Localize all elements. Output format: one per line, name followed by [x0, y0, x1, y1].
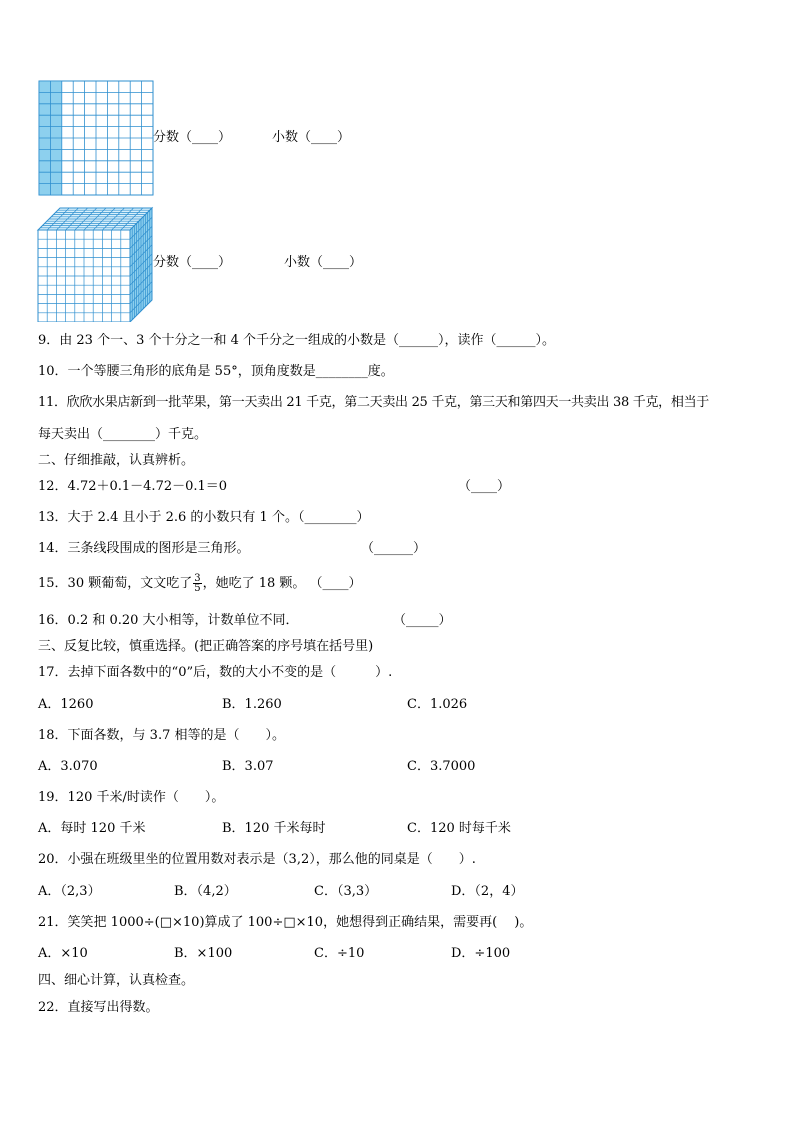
q21-option-c: C．÷10	[314, 946, 365, 961]
question-15-text: 15．30 颗葡萄，文文吃了	[38, 576, 193, 591]
fraction-three-fifths	[193, 574, 201, 593]
question-12: 12．4.72＋0.1－4.72－0.1＝0	[38, 479, 228, 494]
question-14-blank: （______）	[361, 541, 427, 556]
q20-option-b: B．（4,2）	[174, 884, 237, 899]
question-12-blank: （____）	[458, 479, 511, 494]
thousand-cube-figure	[36, 204, 154, 322]
section-3-heading: 三、反复比较，慎重选择。(把正确答案的序号填在括号里)	[38, 639, 374, 654]
question-11-line2: 每天卖出（________）千克。	[38, 427, 208, 442]
fraction-numerator: 3	[194, 573, 201, 584]
question-14: 14．三条线段围成的图形是三角形。	[38, 541, 250, 556]
q21-option-d: D．÷100	[451, 946, 511, 961]
question-10: 10．一个等腰三角形的底角是 55°，顶角度数是________度。	[38, 364, 394, 379]
section-4-heading: 四、细心计算，认真检查。	[38, 973, 195, 988]
q18-option-b: B．3.07	[222, 759, 274, 774]
question-16: 16．0.2 和 0.20 大小相等，计数单位不同．	[38, 613, 299, 628]
question-11-line1: 11．欣欣水果店新到一批苹果，第一天卖出 21 千克，第二天卖出 25 千克，第三天和第四天一共卖出 38 千克，相当于	[38, 395, 709, 410]
q21-option-b: B．×100	[174, 946, 233, 961]
figure1-fraction-label: 分数（____）	[153, 130, 232, 145]
q17-option-a: A．1260	[38, 697, 94, 712]
q18-option-c: C．3.7000	[407, 759, 476, 774]
figure2-decimal-label: 小数（____）	[284, 255, 363, 270]
q21-option-a: A．×10	[38, 946, 88, 961]
question-16-blank: （_____）	[393, 613, 452, 628]
question-15-tail: ，她吃了 18 颗。 （____）	[202, 576, 362, 591]
question-22: 22．直接写出得数。	[38, 1000, 159, 1015]
question-21: 21．笑笑把 1000÷(□×10)算成了 100÷□×10，她想得到正确结果，需要再( )。	[38, 915, 533, 930]
hundred-grid-figure	[38, 80, 154, 196]
q20-option-d: D．（2，4）	[451, 884, 524, 899]
question-17: 17．去掉下面各数中的“0”后，数的大小不变的是（ ）.	[38, 665, 393, 680]
question-13: 13．大于 2.4 且小于 2.6 的小数只有 1 个。（________）	[38, 510, 370, 525]
section-2-heading: 二、仔细推敲，认真辨析。	[38, 453, 195, 468]
question-20: 20．小强在班级里坐的位置用数对表示是（3,2），那么他的同桌是（ ）.	[38, 852, 476, 867]
q18-option-a: A．3.070	[38, 759, 98, 774]
q19-option-a: A．每时 120 千米	[38, 821, 146, 836]
q20-option-c: C．（3,3）	[314, 884, 378, 899]
q19-option-c: C．120 时每千米	[407, 821, 511, 836]
fraction-denominator: 5	[194, 583, 201, 594]
figure1-decimal-label: 小数（____）	[272, 130, 351, 145]
q20-option-a: A．（2,3）	[38, 884, 101, 899]
question-9: 9．由 23 个一、3 个十分之一和 4 个千分之一组成的小数是（______），读作（______）。	[38, 333, 556, 348]
q17-option-c: C．1.026	[407, 697, 468, 712]
figure2-fraction-label: 分数（____）	[153, 255, 232, 270]
question-19: 19．120 千米/时读作（ ）。	[38, 790, 225, 805]
question-18: 18．下面各数，与 3.7 相等的是（ ）。	[38, 728, 285, 743]
q19-option-b: B．120 千米每时	[222, 821, 326, 836]
q17-option-b: B．1.260	[222, 697, 282, 712]
question-15	[38, 572, 362, 596]
